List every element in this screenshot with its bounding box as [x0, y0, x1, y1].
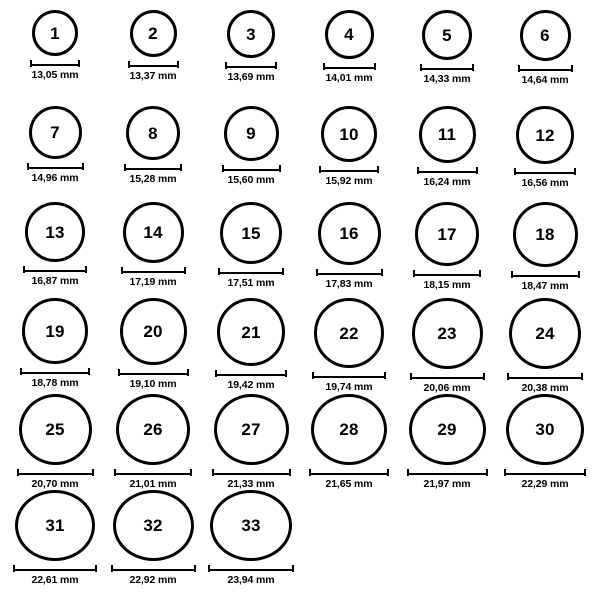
ring-size-cell	[6, 490, 104, 586]
ring-circle	[220, 202, 282, 264]
ring-size-cell	[398, 10, 496, 106]
ring-diameter-label: 13,37 mm	[129, 70, 177, 82]
ring-size-label: 17	[437, 224, 457, 244]
ring-size-label: 9	[246, 124, 256, 143]
measurement-bar-icon	[218, 268, 284, 275]
ring-diameter-label: 17,83 mm	[325, 278, 373, 290]
ring-size-cell	[202, 202, 300, 298]
ring-diameter-label: 16,24 mm	[423, 176, 471, 188]
ring-diameter-label: 22,29 mm	[521, 478, 569, 490]
ring-circle	[22, 298, 88, 364]
ring-measurement	[511, 271, 580, 292]
ring-size-grid	[6, 10, 594, 586]
ring-measurement	[208, 565, 294, 586]
ring-diameter-label: 13,05 mm	[31, 69, 79, 81]
ring-size-cell	[300, 10, 398, 106]
ring-circle	[224, 106, 279, 161]
ring-size-label: 30	[535, 420, 555, 439]
ring-size-cell	[398, 202, 496, 298]
ring-circle	[409, 394, 486, 465]
measurement-bar-icon	[124, 164, 182, 171]
measurement-bar-icon	[309, 469, 389, 476]
ring-measurement	[316, 269, 383, 290]
ring-size-cell	[6, 394, 104, 490]
ring-size-cell	[496, 394, 594, 490]
ring-size-cell	[202, 298, 300, 394]
ring-circle	[126, 106, 180, 160]
ring-size-label: 24	[535, 324, 555, 343]
ring-size-cell	[104, 202, 202, 298]
ring-diameter-label: 14,01 mm	[325, 72, 373, 84]
ring-size-label: 23	[437, 324, 457, 343]
ring-size-label: 25	[45, 420, 65, 439]
ring-diameter-label: 19,10 mm	[129, 378, 177, 390]
ring-size-label: 2	[148, 24, 158, 43]
ring-measurement	[417, 167, 478, 188]
ring-diameter-label: 21,01 mm	[129, 478, 177, 490]
ring-diameter-label: 15,92 mm	[325, 175, 373, 187]
ring-measurement	[225, 62, 277, 83]
ring-measurement	[323, 63, 376, 84]
measurement-bar-icon	[225, 62, 277, 69]
ring-measurement	[507, 373, 583, 394]
ring-size-label: 33	[241, 516, 261, 535]
ring-size-cell	[202, 490, 300, 586]
measurement-bar-icon	[20, 368, 90, 375]
ring-size-label: 13	[45, 222, 65, 242]
measurement-bar-icon	[212, 469, 291, 476]
ring-size-cell	[300, 106, 398, 202]
ring-circle	[325, 10, 374, 59]
ring-measurement	[319, 166, 379, 187]
measurement-bar-icon	[208, 565, 294, 572]
ring-diameter-label: 18,47 mm	[521, 280, 569, 292]
ring-diameter-label: 16,56 mm	[521, 177, 569, 189]
ring-circle	[321, 106, 377, 162]
measurement-bar-icon	[407, 469, 488, 476]
ring-circle	[210, 490, 292, 561]
ring-size-cell	[202, 106, 300, 202]
measurement-bar-icon	[121, 267, 186, 274]
ring-measurement	[111, 565, 196, 586]
ring-size-label: 15	[241, 223, 261, 243]
ring-measurement	[212, 469, 291, 490]
ring-diameter-label: 17,19 mm	[129, 276, 177, 288]
ring-diameter-label: 19,74 mm	[325, 381, 373, 393]
ring-size-label: 31	[45, 516, 65, 535]
ring-measurement	[20, 368, 90, 389]
ring-diameter-label: 14,96 mm	[31, 172, 79, 184]
ring-size-label: 26	[143, 420, 163, 439]
ring-circle	[516, 106, 574, 164]
ring-circle	[415, 202, 479, 266]
measurement-bar-icon	[312, 372, 386, 379]
ring-circle	[217, 298, 285, 366]
ring-diameter-label: 21,97 mm	[423, 478, 471, 490]
ring-diameter-label: 18,15 mm	[423, 279, 471, 291]
ring-measurement	[23, 266, 87, 287]
ring-size-cell	[6, 10, 104, 106]
ring-circle	[130, 10, 177, 57]
ring-measurement	[312, 372, 386, 393]
measurement-bar-icon	[114, 469, 192, 476]
ring-measurement	[222, 165, 281, 186]
measurement-bar-icon	[316, 269, 383, 276]
ring-size-cell	[300, 298, 398, 394]
ring-circle	[19, 394, 92, 465]
measurement-bar-icon	[111, 565, 196, 572]
ring-size-label: 12	[535, 125, 555, 145]
ring-size-label: 6	[540, 26, 550, 45]
measurement-bar-icon	[128, 61, 179, 68]
measurement-bar-icon	[17, 469, 94, 476]
ring-diameter-label: 16,87 mm	[31, 275, 79, 287]
ring-size-label: 32	[143, 516, 163, 535]
ring-size-label: 21	[241, 322, 261, 342]
ring-size-cell	[104, 490, 202, 586]
ring-measurement	[114, 469, 192, 490]
ring-measurement	[407, 469, 488, 490]
ring-diameter-label: 15,60 mm	[227, 174, 275, 186]
ring-size-cell	[104, 394, 202, 490]
ring-circle	[32, 10, 78, 56]
ring-diameter-label: 14,64 mm	[521, 74, 569, 86]
ring-size-label: 11	[437, 125, 457, 144]
ring-measurement	[218, 268, 284, 289]
ring-circle	[123, 202, 184, 263]
ring-diameter-label: 22,61 mm	[31, 574, 79, 586]
ring-circle	[214, 394, 289, 465]
measurement-bar-icon	[323, 63, 376, 70]
ring-circle	[311, 394, 387, 465]
ring-circle	[509, 298, 581, 369]
ring-measurement	[27, 163, 84, 184]
measurement-bar-icon	[514, 168, 576, 175]
ring-size-cell	[496, 298, 594, 394]
ring-size-label: 10	[339, 124, 359, 144]
measurement-bar-icon	[23, 266, 87, 273]
ring-circle	[15, 490, 95, 561]
ring-size-cell	[202, 394, 300, 490]
ring-diameter-label: 15,28 mm	[129, 173, 177, 185]
measurement-bar-icon	[13, 565, 97, 572]
ring-size-cell	[496, 202, 594, 298]
ring-size-cell	[300, 202, 398, 298]
ring-circle	[412, 298, 483, 369]
measurement-bar-icon	[319, 166, 379, 173]
ring-measurement	[518, 65, 573, 86]
ring-size-cell	[6, 202, 104, 298]
ring-diameter-label: 18,78 mm	[31, 377, 79, 389]
ring-measurement	[118, 369, 189, 390]
ring-measurement	[215, 370, 287, 391]
ring-size-cell	[398, 394, 496, 490]
ring-circle	[25, 202, 85, 262]
ring-diameter-label: 23,94 mm	[227, 574, 275, 586]
measurement-bar-icon	[215, 370, 287, 377]
ring-diameter-label: 17,51 mm	[227, 277, 275, 289]
ring-size-cell	[104, 10, 202, 106]
measurement-bar-icon	[27, 163, 84, 170]
ring-measurement	[420, 64, 474, 85]
ring-size-cell	[496, 106, 594, 202]
ring-circle	[120, 298, 187, 365]
ring-circle	[520, 10, 571, 61]
ring-diameter-label: 20,38 mm	[521, 382, 569, 394]
ring-circle	[513, 202, 578, 267]
ring-measurement	[121, 267, 186, 288]
ring-circle	[227, 10, 275, 58]
ring-circle	[422, 10, 472, 60]
measurement-bar-icon	[511, 271, 580, 278]
measurement-bar-icon	[417, 167, 478, 174]
measurement-bar-icon	[222, 165, 281, 172]
ring-circle	[314, 298, 384, 368]
ring-size-cell	[6, 298, 104, 394]
ring-size-label: 4	[344, 25, 354, 44]
ring-diameter-label: 20,06 mm	[423, 382, 471, 394]
ring-size-label: 16	[339, 224, 359, 243]
ring-size-label: 7	[50, 123, 60, 142]
ring-size-label: 20	[143, 322, 163, 341]
ring-measurement	[13, 565, 97, 586]
ring-size-cell	[104, 298, 202, 394]
ring-measurement	[30, 60, 80, 81]
ring-measurement	[128, 61, 179, 82]
ring-size-cell	[496, 10, 594, 106]
measurement-bar-icon	[420, 64, 474, 71]
ring-size-label: 27	[241, 420, 261, 439]
ring-diameter-label: 14,33 mm	[423, 73, 471, 85]
ring-size-cell	[398, 298, 496, 394]
measurement-bar-icon	[30, 60, 80, 67]
ring-diameter-label: 22,92 mm	[129, 574, 177, 586]
ring-diameter-label: 19,42 mm	[227, 379, 275, 391]
ring-size-cell	[104, 106, 202, 202]
ring-measurement	[504, 469, 586, 490]
ring-size-cell	[300, 394, 398, 490]
measurement-bar-icon	[518, 65, 573, 72]
measurement-bar-icon	[410, 373, 485, 380]
ring-circle	[419, 106, 476, 163]
ring-measurement	[124, 164, 182, 185]
ring-circle	[116, 394, 190, 465]
ring-size-label: 14	[143, 223, 163, 242]
ring-size-cell	[202, 10, 300, 106]
ring-size-label: 18	[535, 225, 555, 244]
ring-size-cell	[398, 106, 496, 202]
ring-size-label: 3	[246, 24, 256, 44]
ring-diameter-label: 21,65 mm	[325, 478, 373, 490]
ring-diameter-label: 13,69 mm	[227, 71, 275, 83]
ring-size-label: 29	[437, 420, 457, 439]
ring-size-label: 8	[148, 123, 158, 143]
ring-measurement	[410, 373, 485, 394]
ring-measurement	[413, 270, 481, 291]
ring-size-label: 22	[339, 323, 359, 343]
measurement-bar-icon	[118, 369, 189, 376]
ring-measurement	[17, 469, 94, 490]
ring-size-label: 5	[442, 25, 452, 45]
ring-size-label: 1	[50, 23, 60, 43]
measurement-bar-icon	[413, 270, 481, 277]
ring-measurement	[514, 168, 576, 189]
ring-size-label: 19	[45, 321, 65, 341]
ring-circle	[29, 106, 82, 159]
measurement-bar-icon	[504, 469, 586, 476]
ring-circle	[318, 202, 381, 265]
ring-size-cell	[6, 106, 104, 202]
ring-measurement	[309, 469, 389, 490]
ring-size-label: 28	[339, 420, 359, 439]
ring-diameter-label: 21,33 mm	[227, 478, 275, 490]
measurement-bar-icon	[507, 373, 583, 380]
ring-circle	[113, 490, 194, 561]
ring-circle	[506, 394, 584, 465]
ring-diameter-label: 20,70 mm	[31, 478, 79, 490]
